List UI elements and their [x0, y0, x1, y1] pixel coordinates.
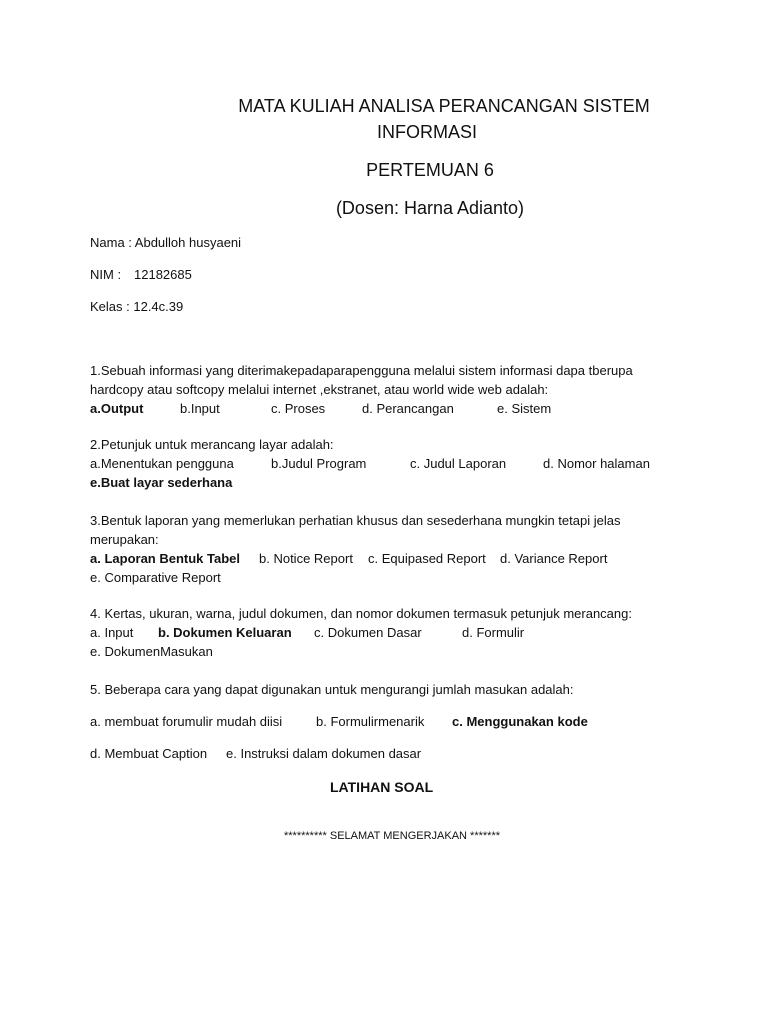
document-page: MATA KULIAH ANALISA PERANCANGAN SISTEM INFORMASI PERTEMUAN 6 (Dosen: Harna Adianto) Nama : Abdulloh husyaeni NIM : 12182685 Kelas : 12.4c.39 1.Sebuah informasi yang diterimakepadaparapengguna melalui sistem informasi dapa tberupa hardcopy atau softcopy melalui internet ,ekstranet, atau world wide web adalah: a.Output b.Input c. Proses d. Perancangan e. Sistem 2.Petunjuk untuk merancang layar adalah: a.Menentukan pengguna b.Judul Program c. Judul Laporan d. Nomor halaman e.Buat layar sederhana 3.Bentuk laporan yang memerlukan perhatian khusus dan sesederhana mungkin tetapi jelas merupakan: a. Laporan Bentuk Tabel b. Notice Report c. Equipased Report d. Variance Report e. Comparative Report 4. Kertas, ukuran, warna, judul dokumen, dan nomor dokumen termasuk petunjuk merancang: a. Input b. Dokumen Keluaran c. Dokumen Dasar d. Formulir e. DokumenMasukan 5. Beberapa cara yang dapat digunakan untuk mengurangi jumlah masukan adalah: a. membuat forumulir mudah diisi b. Formulirmenarik c. Menggunakan kode d. Membuat Caption e. Instruksi dalam dokumen dasar LATIHAN SOAL ********** SELAMAT MENGERJAKAN *******: [0, 0, 768, 1024]
q3-option-b: b. Notice Report: [259, 551, 353, 566]
q4-option-a: a. Input: [90, 625, 134, 640]
q5-option-d: d. Membuat Caption: [90, 746, 208, 761]
q2-text-line1: 2.Petunjuk untuk merancang layar adalah:: [90, 437, 334, 452]
closing-line: ********** SELAMAT MENGERJAKAN *******: [284, 830, 501, 842]
course-title-line1: MATA KULIAH ANALISA PERANCANGAN SISTEM: [238, 96, 650, 116]
q1-option-e: e. Sistem: [497, 401, 552, 416]
q3-option-a-answer: a. Laporan Bentuk Tabel: [90, 551, 241, 566]
q4-option-d: d. Formulir: [462, 625, 525, 640]
q5-option-c-answer: c. Menggunakan kode: [452, 714, 588, 729]
q5-option-e: e. Instruksi dalam dokumen dasar: [226, 746, 422, 761]
q4-option-c: c. Dokumen Dasar: [314, 625, 422, 640]
nim-label: NIM :: [90, 267, 122, 282]
q3-option-c: c. Equipased Report: [368, 551, 486, 566]
q3-text-line1: 3.Bentuk laporan yang memerlukan perhatian khusus dan sesederhana mungkin tetapi jelas: [90, 513, 621, 528]
q2-option-c: c. Judul Laporan: [410, 456, 507, 471]
q2-option-a: a.Menentukan pengguna: [90, 456, 234, 471]
meeting-title: PERTEMUAN 6: [366, 160, 494, 180]
q2-option-b: b.Judul Program: [271, 456, 367, 471]
q2-option-d: d. Nomor halaman: [543, 456, 650, 471]
lecturer-line: (Dosen: Harna Adianto): [335, 198, 525, 218]
q3-option-e: e. Comparative Report: [90, 570, 221, 585]
q3-text-line2: merupakan:: [90, 532, 159, 547]
student-name: Nama : Abdulloh husyaeni: [90, 235, 242, 250]
q4-text-line1: 4. Kertas, ukuran, warna, judul dokumen, dan nomor dokumen termasuk petunjuk merancang:: [90, 606, 632, 621]
course-title-line2: INFORMASI: [376, 122, 477, 142]
q1-text-line1: 1.Sebuah informasi yang diterimakepadaparapengguna melalui sistem informasi dapa tberupa: [90, 363, 633, 378]
q4-option-b-answer: b. Dokumen Keluaran: [158, 625, 292, 640]
q1-option-b: b.Input: [180, 401, 220, 416]
q4-option-e: e. DokumenMasukan: [90, 644, 213, 659]
q3-option-d: d. Variance Report: [500, 551, 608, 566]
q1-text-line2: hardcopy atau softcopy melalui internet ,ekstranet, atau world wide web adalah:: [90, 382, 549, 397]
q1-option-a-answer: a.Output: [90, 401, 144, 416]
nim-value: 12182685: [134, 267, 192, 282]
q5-option-a: a. membuat forumulir mudah diisi: [90, 714, 283, 729]
q1-option-d: d. Perancangan: [362, 401, 454, 416]
q2-option-e-answer: e.Buat layar sederhana: [90, 475, 233, 490]
student-class: Kelas : 12.4c.39: [90, 299, 184, 314]
q5-text-line1: 5. Beberapa cara yang dapat digunakan untuk mengurangi jumlah masukan adalah:: [90, 682, 574, 697]
q1-option-c: c. Proses: [271, 401, 326, 416]
q5-option-b: b. Formulirmenarik: [316, 714, 425, 729]
